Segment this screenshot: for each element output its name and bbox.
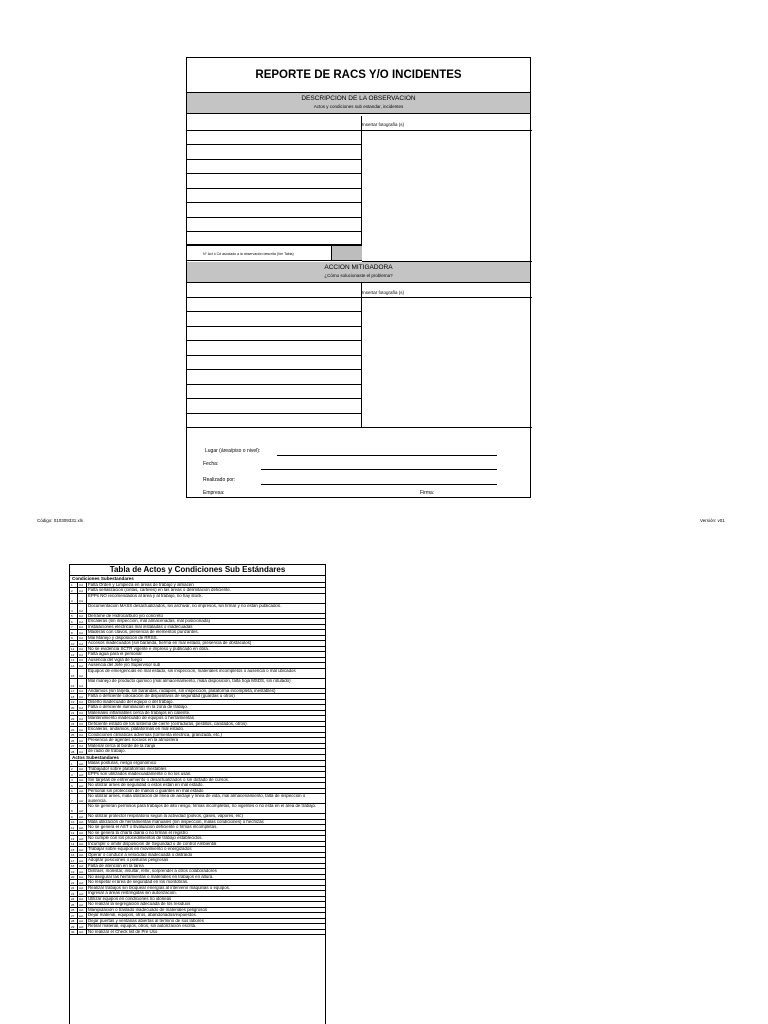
row-description: Dejar material, equipos, otros, abandonados/expuestos. — [88, 913, 197, 917]
row-description: Accesos inadecuados (sin baranda, berma en mal estado, presencia de obstaculos) — [88, 641, 252, 645]
table-row — [70, 794, 325, 804]
row-description: Condiciones climaticas adversas (tormenta eléctrica, granizada, etc.) — [88, 732, 222, 737]
mitigation-photo-label: Insertar fotografía (s) — [362, 290, 405, 295]
report-form — [186, 57, 531, 498]
row-number: 4 — [70, 604, 78, 613]
row-code: Act — [78, 886, 87, 891]
row-code: Act — [78, 858, 87, 863]
row-code: Cd — [78, 689, 87, 694]
acts-conditions-table — [69, 564, 326, 1024]
row-description: Falta o deficiente iluminación en la zona de trabajo. — [88, 705, 189, 709]
row-description: Falta o deficiente colocación de dispositivos de seguridad (guardas u otros) — [88, 694, 235, 698]
row-number: 14 — [70, 663, 78, 668]
row-code: Act — [78, 930, 87, 935]
mitigation-text-rows[interactable] — [187, 283, 362, 428]
observation-photo-box[interactable] — [362, 130, 532, 262]
fecha-label: Fecha: — [203, 461, 219, 467]
row-number: 29 — [70, 924, 78, 929]
row-number: 26 — [70, 738, 78, 743]
row-description: Manipulación o traslado inadecuado de materiales peligrosos — [88, 907, 208, 912]
row-code: Act — [78, 820, 87, 825]
row-number: 28 — [70, 749, 78, 754]
fecha-field[interactable] — [261, 469, 497, 470]
row-code: Cd — [78, 711, 87, 716]
row-description: No asegurar las herramientas o materiales en trabajos en altura. — [88, 874, 214, 879]
row-description: Operar o conducir a velocidad inadecuada o distraído — [88, 852, 193, 857]
row-number: 7 — [70, 794, 78, 803]
act-code-label: N° Act ó Cd asociado a la observación descrita (Ver Tabla) — [203, 252, 294, 256]
row-description: No se genera la charla diaria o no firman el registro — [88, 830, 188, 835]
observation-header — [187, 93, 530, 114]
row-code: Act — [78, 794, 87, 803]
row-number: 9 — [70, 636, 78, 641]
row-number: 6 — [70, 619, 78, 624]
row-number: 24 — [70, 897, 78, 902]
conditions-list — [70, 583, 325, 755]
row-number: 13 — [70, 658, 78, 663]
row-number: 19 — [70, 869, 78, 874]
document-version: Versión: v01 — [700, 518, 725, 523]
row-description: Presencia de agentes nocivos en la atmósfera — [88, 738, 179, 742]
row-description: Escaleras, andamios, plataformas en mal estado. — [88, 727, 185, 731]
mitigation-subheading: ¿Cómo solucionaste el problema? — [324, 273, 393, 278]
row-code: Act — [78, 902, 87, 907]
row-code: Cd — [78, 716, 87, 721]
document-code: Código: 010309331.xls — [37, 518, 84, 523]
row-number: 8 — [70, 804, 78, 813]
row-number: 16 — [70, 679, 78, 688]
row-number: 3 — [70, 594, 78, 603]
row-number: 22 — [70, 886, 78, 891]
mitigation-header — [187, 262, 530, 283]
row-code: Act — [78, 778, 87, 783]
observation-photo-label: Insertar fotografía (s) — [362, 122, 405, 127]
row-description: Mal manejo de producto químico (mal almacenamiento, mala disposición, falta hoja MSDS, sin rotulado) — [88, 678, 291, 683]
row-code: Cd — [78, 647, 87, 652]
row-description: Ingresar a áreas restringidas sin autorización. — [88, 891, 177, 895]
report-title: REPORTE DE RACS Y/O INCIDENTES — [187, 58, 530, 93]
row-description: Maderas con clavos, presencia de elementos punzantes. — [88, 630, 199, 634]
row-number: 15 — [70, 669, 78, 678]
row-number: 19 — [70, 700, 78, 705]
observation-subheading: Actos y condiciones sub estandar, incidentes — [313, 104, 404, 109]
row-description: No cumple con los procedimientos de trabajo establecidos. — [88, 836, 203, 840]
row-code: Cd — [78, 727, 87, 732]
row-description: Instalaciones eléctricas mal instaladas o inadecuadas — [88, 624, 193, 629]
row-number: 12 — [70, 652, 78, 657]
row-number: 20 — [70, 705, 78, 710]
row-code: Cd — [78, 744, 87, 749]
row-description: Derrame de Hidrocarburo y/o concreto — [88, 613, 163, 618]
row-description: Falta señalización (cintas, carteles) en las áreas o delimitación deficiente. — [88, 588, 232, 592]
table-row — [70, 804, 325, 814]
row-code: Cd — [78, 604, 87, 613]
row-number: 1 — [70, 761, 78, 766]
row-code: Act — [78, 825, 87, 830]
row-number: 30 — [70, 930, 78, 935]
row-code: Cd — [78, 733, 87, 738]
row-code: Cd — [78, 679, 87, 688]
row-description: Personal sin protección de manos o guantes en mal estado — [88, 788, 204, 793]
row-code: Cd — [78, 652, 87, 657]
row-code: Act — [78, 869, 87, 874]
table-row — [70, 679, 325, 689]
row-number: 20 — [70, 875, 78, 880]
row-number: 28 — [70, 919, 78, 924]
row-code: Cd — [78, 588, 87, 593]
row-code: Act — [78, 789, 87, 794]
row-description: EPPs NO recomendados al área y al trabajo, no hay stock. — [88, 593, 203, 598]
table-title: Tabla de Actos y Condiciones Sub Estándares — [70, 565, 325, 576]
row-code: Cd — [78, 738, 87, 743]
row-description: Ausencia del Jefe y/o Supervisor sub — [88, 663, 161, 667]
row-number: 10 — [70, 641, 78, 646]
row-code: Act — [78, 831, 87, 836]
row-description: No respetar el área de seguridad en los montobras. — [88, 880, 189, 884]
observation-text-rows[interactable] — [187, 116, 362, 245]
row-code: Cd — [78, 619, 87, 624]
row-code: Cd — [78, 641, 87, 646]
row-description: Realizar trabajos sin bloquear energías al intervenir máquinas o equipos. — [88, 885, 231, 890]
mitigation-photo-box[interactable] — [362, 297, 532, 428]
row-number: 5 — [70, 783, 78, 788]
row-description: No se evidencia SCTR vigente e impreso y publicado en obra. — [88, 646, 210, 651]
row-number: 25 — [70, 902, 78, 907]
firma-label: Firma: — [420, 490, 435, 496]
row-number: 10 — [70, 820, 78, 825]
row-code: Act — [78, 772, 87, 777]
mitigation-heading: ACCION MITIGADORA — [324, 264, 393, 271]
row-description: No realizar la segregación adecuada de los residuos — [88, 902, 191, 906]
row-description: No utilizar protector respiratorio según la actividad (polvos, gases, vapores, etc) — [88, 814, 243, 818]
row-description: Utilizar equipos en condiciones no idóneas — [88, 896, 172, 901]
row-number: 12 — [70, 831, 78, 836]
row-code: Cd — [78, 722, 87, 727]
row-code: Act — [78, 836, 87, 841]
row-description: Dejar puertas y ventanas abiertas al término de sus labores — [88, 918, 204, 923]
acts-heading: Actos Subestandares — [70, 755, 325, 762]
row-number: 23 — [70, 722, 78, 727]
row-number: 17 — [70, 689, 78, 694]
act-code-row — [187, 245, 362, 261]
row-description: Materiales inflamables cerca de trabajos en caliente. — [88, 710, 191, 715]
row-description: No utilizar arnes de seguridad o estos estan en mal estado. — [88, 783, 204, 787]
row-number: 21 — [70, 880, 78, 885]
table-row — [70, 594, 325, 604]
row-code: Act — [78, 897, 87, 902]
row-code: Act — [78, 924, 87, 929]
row-number: 11 — [70, 647, 78, 652]
row-code: Act — [78, 767, 87, 772]
row-code: Act — [78, 880, 87, 885]
row-code: Cd — [78, 663, 87, 668]
row-description: Malas posturas, riesgo ergonómico — [88, 761, 157, 765]
row-description: Mal Manejo y disposición de RRSS. — [88, 635, 158, 640]
row-code: Cd — [78, 694, 87, 699]
row-number: 21 — [70, 711, 78, 716]
row-description: Documentacion MASS desactualizados, sin archivar, no impresos, sin firmar y no estan publicados. — [88, 603, 282, 608]
row-description: Falta agua para el personal — [88, 652, 142, 656]
row-code: Cd — [78, 749, 87, 754]
row-description: Falta Orden y Limpieza en áreas de trabajo y almacén — [88, 582, 194, 587]
row-description: Material cerca al borde de la zanja — [88, 743, 156, 748]
table-row — [70, 930, 325, 936]
row-number: 27 — [70, 744, 78, 749]
row-description: Mantenimiento inadecuado de equipos o herramientas — [88, 716, 194, 720]
realizado-label: Realizado por: — [203, 477, 236, 483]
row-description: Andamios (sin tarjeta, sin barandas, rodapies, sin inspección, plataforma incompleta, inestables) — [88, 688, 276, 693]
row-number: 16 — [70, 853, 78, 858]
row-description: No se genera el AST o Evaluacion deficiente o firmas incompletas. — [88, 825, 218, 829]
row-code: Cd — [78, 705, 87, 710]
row-code: Act — [78, 842, 87, 847]
row-code: Act — [78, 913, 87, 918]
table-row — [70, 604, 325, 614]
row-description: Adoptar posiciones o posturas peligrosas — [88, 858, 169, 862]
row-description: Escaleras (sin inspección, mal almacenadas, mal posicionada) — [88, 619, 211, 623]
row-description: de radio de trabajo. — [88, 749, 126, 753]
row-description: Incumplir o omitir disposición de Seguridad o de control Ambiental — [88, 841, 217, 846]
row-description: Distraer, molestar, insultar, reñir, sorprender a otros colaboradores — [88, 869, 217, 873]
row-code: Act — [78, 804, 87, 813]
row-number: 4 — [70, 778, 78, 783]
row-number: 1 — [70, 583, 78, 588]
row-number: 2 — [70, 767, 78, 772]
row-code: Act — [78, 891, 87, 896]
conditions-heading: Condiciones Subestandares — [70, 576, 325, 583]
row-description: Equipos de emergencias en mal estado, sin inspeccion, materiales incompletos o ausencia o mal ubicados — [88, 668, 296, 673]
row-number: 24 — [70, 727, 78, 732]
row-number: 23 — [70, 891, 78, 896]
acts-list — [70, 761, 325, 935]
row-number: 3 — [70, 772, 78, 777]
row-description: Mala utilización de herramientas manuales (sin inspeccion, malas condiciones) o hechizas — [88, 819, 264, 824]
row-code: Act — [78, 908, 87, 913]
row-code: Act — [78, 814, 87, 819]
row-code: Act — [78, 864, 87, 869]
row-number: 26 — [70, 908, 78, 913]
row-code: Cd — [78, 658, 87, 663]
realizado-field[interactable] — [261, 484, 497, 485]
row-code: Cd — [78, 625, 87, 630]
row-number: 17 — [70, 858, 78, 863]
row-number: 9 — [70, 814, 78, 819]
row-number: 18 — [70, 694, 78, 699]
lugar-label: Lugar (área/piso o nivel): — [205, 448, 261, 454]
row-code: Act — [78, 761, 87, 766]
row-number: 22 — [70, 716, 78, 721]
row-code: Act — [78, 875, 87, 880]
act-code-cell[interactable] — [331, 246, 362, 260]
row-number: 8 — [70, 630, 78, 635]
row-number: 5 — [70, 614, 78, 619]
row-description: No realizar el Check list de Pre Uso — [88, 929, 158, 934]
row-description: Trabajador sobre plataformas inestables — [88, 766, 167, 771]
row-description: Diseño inadecuado del equipo o del trabajo. — [88, 699, 174, 704]
row-code: Cd — [78, 700, 87, 705]
row-number: 14 — [70, 842, 78, 847]
row-description: Sin tarjetas de entrenamiento o desactualizados o sin dictado de cursos. — [88, 777, 230, 782]
row-code: Cd — [78, 630, 87, 635]
row-number: 7 — [70, 625, 78, 630]
row-code: Act — [78, 847, 87, 852]
empresa-label: Empresa: — [203, 490, 225, 496]
row-number: 13 — [70, 836, 78, 841]
observation-heading: DESCRIPCION DE LA OBSERVACION — [301, 95, 416, 102]
row-description: Ausencia del vigía de fuego — [88, 657, 142, 662]
row-number: 25 — [70, 733, 78, 738]
row-number: 18 — [70, 864, 78, 869]
row-description: Deficiente estado de los sistema de cierre (cerraduras, pestillos, candados, otros). — [88, 721, 248, 726]
row-code: Act — [78, 783, 87, 788]
row-number: 27 — [70, 913, 78, 918]
table-row — [70, 669, 325, 679]
row-code: Cd — [78, 583, 87, 588]
row-code: Cd — [78, 614, 87, 619]
row-code: Cd — [78, 594, 87, 603]
row-code: Cd — [78, 669, 87, 678]
row-description: No se generan permisos para trabajos de alto riesgo, firmas incompletas, no vigentes o no esta en el area de trabajo. — [88, 804, 317, 808]
row-number: 11 — [70, 825, 78, 830]
row-description: Falta de atención en la tarea — [88, 863, 144, 868]
row-description: EPPs son utilizados inadecuadamente o no los usan. — [88, 772, 192, 776]
row-number: 15 — [70, 847, 78, 852]
row-number: 2 — [70, 588, 78, 593]
row-code: Cd — [78, 636, 87, 641]
row-description: Retirar material, equipos, otros, sin autorización escrita. — [88, 924, 197, 928]
row-code: Act — [78, 853, 87, 858]
row-description: Trabajar sobre equipos en movimiento o energizados — [88, 847, 192, 851]
lugar-field[interactable] — [277, 455, 497, 456]
row-number: 6 — [70, 789, 78, 794]
row-code: Act — [78, 919, 87, 924]
row-description: No utilizar arnés, mala utilización de línea de anclaje y línea de vida, mal almacenamiento, falta de inspección o ausencia. — [88, 794, 306, 803]
